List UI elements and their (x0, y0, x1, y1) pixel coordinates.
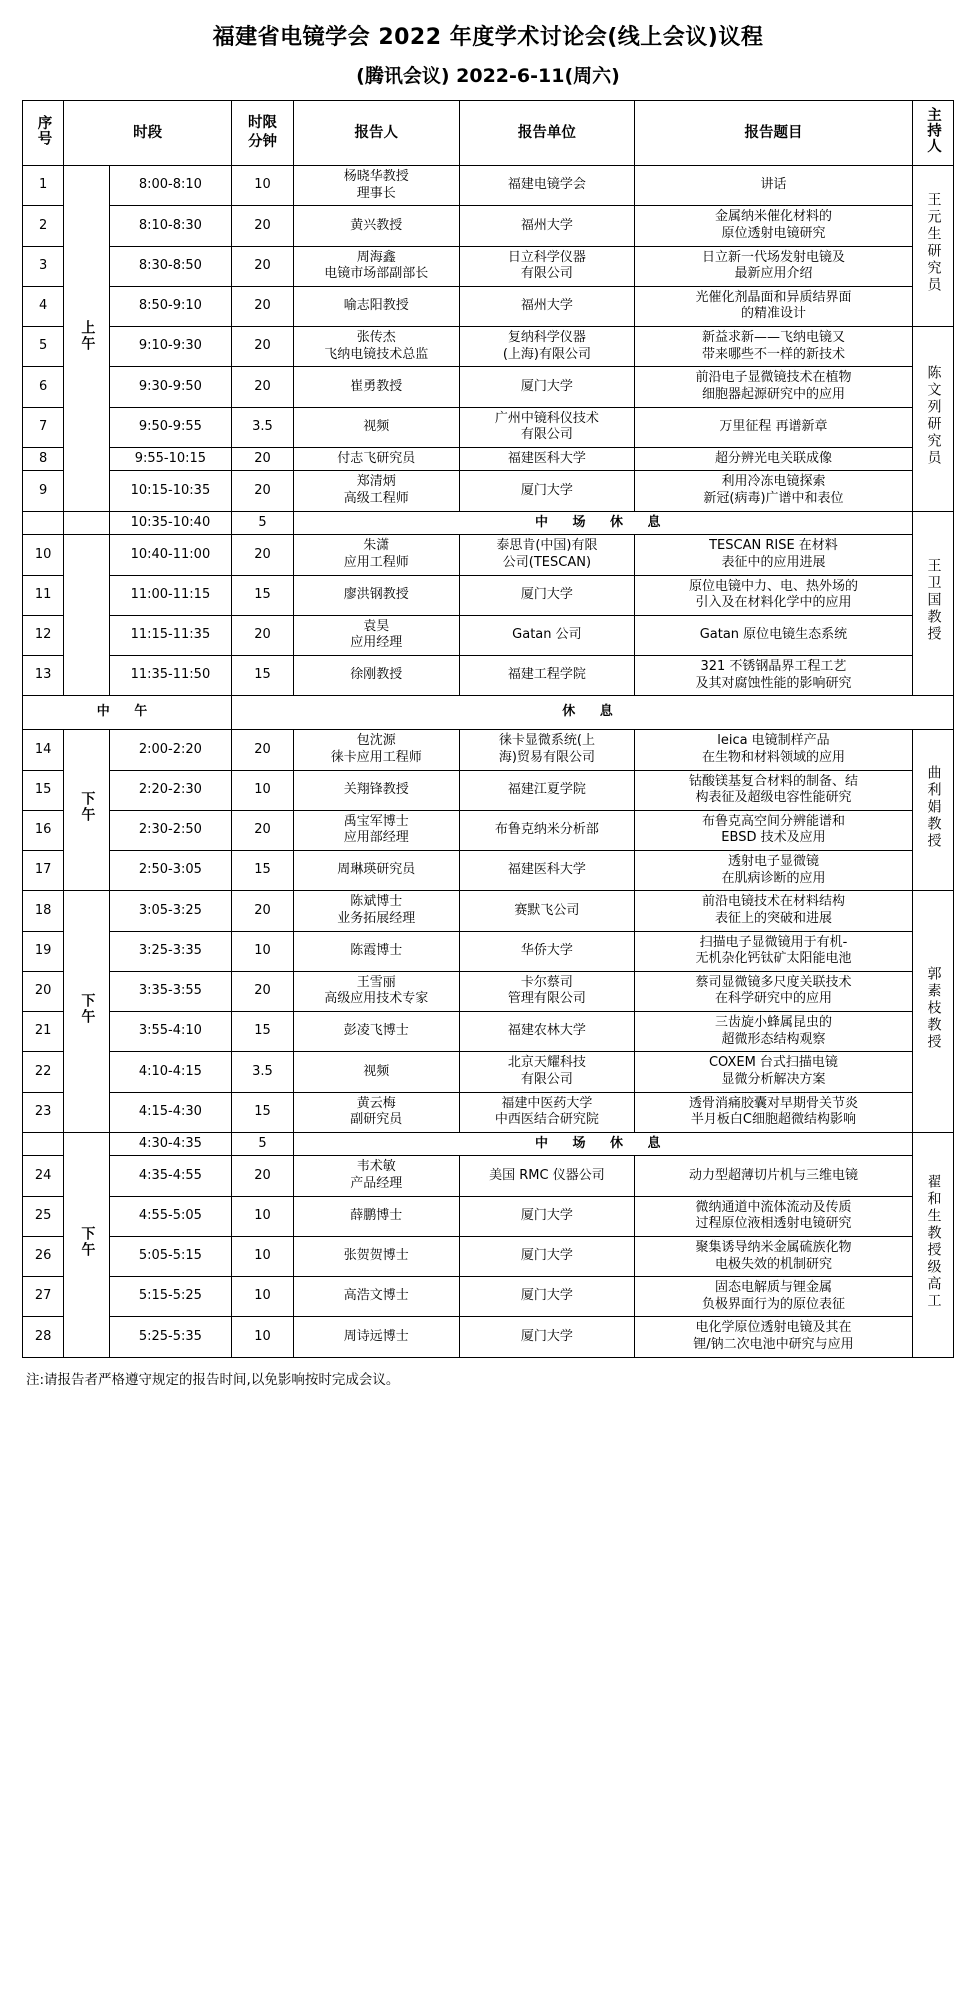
row-topic: TESCAN RISE 在材料 表征中的应用进展 (635, 535, 912, 575)
footer-note: 注:请报告者严格遵守规定的报告时间,以免影响按时完成会议。 (26, 1371, 400, 1388)
row-time: 3:05-3:25 (109, 891, 231, 931)
row-org: 厦门大学 (459, 367, 635, 407)
header-no (23, 101, 64, 166)
row-time: 9:10-9:30 (109, 327, 231, 367)
row-org: 华侨大学 (459, 931, 635, 971)
row-no: 26 (23, 1236, 64, 1276)
row-topic: 万里征程 再谱新章 (635, 407, 912, 447)
agenda-body (23, 166, 954, 1358)
break-duration: 5 (231, 1132, 293, 1156)
row-org: 复纳科学仪器 (上海)有限公司 (459, 327, 635, 367)
table-row (23, 851, 954, 891)
row-speaker: 韦术敏 产品经理 (294, 1156, 460, 1196)
row-time: 8:00-8:10 (109, 166, 231, 206)
row-duration: 20 (231, 730, 293, 770)
row-speaker: 王雪丽 高级应用技术专家 (294, 971, 460, 1011)
row-org: 美国 RMC 仪器公司 (459, 1156, 635, 1196)
row-time: 11:00-11:15 (109, 575, 231, 615)
break-row-mid-afternoon (23, 1132, 954, 1156)
row-topic: 蔡司显微镜多尺度关联技术 在科学研究中的应用 (635, 971, 912, 1011)
row-org: 福州大学 (459, 286, 635, 326)
host-4-label: 曲利娟教授 (925, 764, 942, 850)
row-org: 福建中医药大学 中西医结合研究院 (459, 1092, 635, 1132)
row-speaker: 禹宝军博士 应用部经理 (294, 810, 460, 850)
row-time: 9:55-10:15 (109, 447, 231, 471)
row-org: 厦门大学 (459, 1277, 635, 1317)
page-subtitle: (腾讯会议) 2022-6-11(周六) (356, 65, 620, 87)
host-1-label: 王元生研究员 (925, 192, 942, 295)
break-no (23, 511, 64, 535)
break-period (64, 511, 110, 535)
row-org: 福建江夏学院 (459, 770, 635, 810)
period-morning-label: 上午 (79, 319, 96, 352)
row-duration: 10 (231, 166, 293, 206)
period-afternoon-3 (64, 1132, 110, 1357)
break-time: 10:35-10:40 (109, 511, 231, 535)
table-row (23, 327, 954, 367)
row-org: 福建农林大学 (459, 1012, 635, 1052)
period-afternoon-1 (64, 730, 110, 891)
row-topic: COXEM 台式扫描电镜 显微分析解决方案 (635, 1052, 912, 1092)
break-row-noon (23, 696, 954, 730)
header-speaker: 报告人 (294, 101, 460, 166)
row-no: 14 (23, 730, 64, 770)
row-org: 厦门大学 (459, 1196, 635, 1236)
table-row (23, 810, 954, 850)
row-speaker: 薛鹏博士 (294, 1196, 460, 1236)
table-row (23, 367, 954, 407)
row-no: 3 (23, 246, 64, 286)
row-speaker: 周琳瑛研究员 (294, 851, 460, 891)
row-topic: 利用冷冻电镜探索 新冠(病毒)广谱中和表位 (635, 471, 912, 511)
table-row (23, 1052, 954, 1092)
row-speaker: 喻志阳教授 (294, 286, 460, 326)
row-time: 3:35-3:55 (109, 971, 231, 1011)
row-topic: 透射电子显微镜 在肌病诊断的应用 (635, 851, 912, 891)
period-afternoon-2-label: 下午 (79, 992, 96, 1025)
table-row (23, 246, 954, 286)
break-duration: 5 (231, 511, 293, 535)
row-speaker: 黄云梅 副研究员 (294, 1092, 460, 1132)
row-no: 23 (23, 1092, 64, 1132)
row-org: 北京天耀科技 有限公司 (459, 1052, 635, 1092)
table-row (23, 1012, 954, 1052)
row-duration: 3.5 (231, 1052, 293, 1092)
row-topic: 321 不锈钢晶界工程工艺 及其对腐蚀性能的影响研究 (635, 656, 912, 696)
row-topic: 聚集诱导纳米金属硫族化物 电极失效的机制研究 (635, 1236, 912, 1276)
row-topic: Gatan 原位电镜生态系统 (635, 615, 912, 655)
row-time: 9:30-9:50 (109, 367, 231, 407)
row-speaker: 视频 (294, 407, 460, 447)
row-time: 9:50-9:55 (109, 407, 231, 447)
row-no: 20 (23, 971, 64, 1011)
row-time: 10:40-11:00 (109, 535, 231, 575)
row-no: 1 (23, 166, 64, 206)
row-topic: 固态电解质与锂金属 负极界面行为的原位表征 (635, 1277, 912, 1317)
row-topic: 钴酸镁基复合材料的制备、结 构表征及超级电容性能研究 (635, 770, 912, 810)
row-speaker: 张传杰 飞纳电镜技术总监 (294, 327, 460, 367)
row-speaker: 关翔锋教授 (294, 770, 460, 810)
header-host-label: 主持人 (925, 107, 942, 154)
row-speaker: 彭凌飞博士 (294, 1012, 460, 1052)
break-label: 中 场 休 息 (294, 1132, 913, 1156)
row-duration: 10 (231, 1196, 293, 1236)
row-duration: 15 (231, 851, 293, 891)
row-no: 10 (23, 535, 64, 575)
table-row (23, 1156, 954, 1196)
row-time: 8:30-8:50 (109, 246, 231, 286)
row-no: 18 (23, 891, 64, 931)
row-topic: 原位电镜中力、电、热外场的 引入及在材料化学中的应用 (635, 575, 912, 615)
row-time: 11:15-11:35 (109, 615, 231, 655)
row-topic: 前沿电镜技术在材料结构 表征上的突破和进展 (635, 891, 912, 931)
row-duration: 20 (231, 471, 293, 511)
table-row (23, 575, 954, 615)
row-time: 4:35-4:55 (109, 1156, 231, 1196)
row-no: 9 (23, 471, 64, 511)
row-speaker: 朱潇 应用工程师 (294, 535, 460, 575)
break-time: 4:30-4:35 (109, 1132, 231, 1156)
row-speaker: 黄兴教授 (294, 206, 460, 246)
row-duration: 10 (231, 931, 293, 971)
row-duration: 15 (231, 1012, 293, 1052)
table-row (23, 166, 954, 206)
row-no: 22 (23, 1052, 64, 1092)
row-time: 2:00-2:20 (109, 730, 231, 770)
row-org: 厦门大学 (459, 1317, 635, 1357)
break-row-mid-morning (23, 511, 954, 535)
row-duration: 20 (231, 246, 293, 286)
table-row (23, 891, 954, 931)
row-org: 厦门大学 (459, 1236, 635, 1276)
row-duration: 20 (231, 891, 293, 931)
row-duration: 20 (231, 1156, 293, 1196)
row-duration: 10 (231, 1317, 293, 1357)
period-morning (64, 166, 110, 512)
host-5-label: 郭素枝教授 (925, 966, 942, 1052)
table-header-row (23, 101, 954, 166)
row-topic: 透骨消痛胶囊对早期骨关节炎 半月板白C细胞超微结构影响 (635, 1092, 912, 1132)
row-topic: 日立新一代场发射电镜及 最新应用介绍 (635, 246, 912, 286)
row-no: 17 (23, 851, 64, 891)
table-row (23, 971, 954, 1011)
row-speaker: 郑清炳 高级工程师 (294, 471, 460, 511)
table-row (23, 206, 954, 246)
row-duration: 20 (231, 206, 293, 246)
table-row (23, 471, 954, 511)
row-time: 8:10-8:30 (109, 206, 231, 246)
table-row (23, 931, 954, 971)
host-3-label: 王卫国教授 (925, 558, 942, 644)
row-org: 布鲁克纳米分析部 (459, 810, 635, 850)
host-3 (912, 511, 953, 696)
table-row (23, 730, 954, 770)
host-2-label: 陈文列研究员 (925, 365, 942, 468)
table-row (23, 1236, 954, 1276)
row-duration: 10 (231, 1277, 293, 1317)
row-speaker: 廖洪钢教授 (294, 575, 460, 615)
row-duration: 3.5 (231, 407, 293, 447)
row-no: 5 (23, 327, 64, 367)
host-1 (912, 166, 953, 327)
header-org: 报告单位 (459, 101, 635, 166)
row-no: 24 (23, 1156, 64, 1196)
row-no: 19 (23, 931, 64, 971)
row-org: 泰思肯(中国)有限 公司(TESCAN) (459, 535, 635, 575)
row-org: 福建工程学院 (459, 656, 635, 696)
row-time: 11:35-11:50 (109, 656, 231, 696)
row-speaker: 崔勇教授 (294, 367, 460, 407)
table-row (23, 1277, 954, 1317)
row-topic: 金属纳米催化材料的 原位透射电镜研究 (635, 206, 912, 246)
noon-break-label: 休 息 (231, 696, 953, 730)
row-topic: 动力型超薄切片机与三维电镜 (635, 1156, 912, 1196)
host-6-label: 翟和生教授级高工 (925, 1173, 942, 1310)
row-duration: 20 (231, 327, 293, 367)
row-time: 2:30-2:50 (109, 810, 231, 850)
noon-period-label: 中 午 (23, 696, 232, 730)
row-time: 3:55-4:10 (109, 1012, 231, 1052)
row-no: 2 (23, 206, 64, 246)
header-period: 时段 (64, 101, 232, 166)
row-time: 3:25-3:35 (109, 931, 231, 971)
row-org: 赛默飞公司 (459, 891, 635, 931)
row-no: 11 (23, 575, 64, 615)
row-org: 厦门大学 (459, 471, 635, 511)
row-org: 厦门大学 (459, 575, 635, 615)
header-host (912, 101, 953, 166)
row-speaker: 付志飞研究员 (294, 447, 460, 471)
header-duration-line2: 分钟 (247, 134, 277, 151)
row-topic: 布鲁克高空间分辨能谱和 EBSD 技术及应用 (635, 810, 912, 850)
row-time: 4:15-4:30 (109, 1092, 231, 1132)
row-org: 广州中镜科仪技术 有限公司 (459, 407, 635, 447)
row-speaker: 包沈源 徕卡应用工程师 (294, 730, 460, 770)
row-no: 12 (23, 615, 64, 655)
period-afternoon-1-label: 下午 (79, 791, 96, 824)
row-no: 8 (23, 447, 64, 471)
row-duration: 10 (231, 770, 293, 810)
row-no: 7 (23, 407, 64, 447)
break-no (23, 1132, 64, 1156)
row-org: 福建电镜学会 (459, 166, 635, 206)
header-duration (231, 101, 293, 166)
row-topic: 三齿旋小蜂属昆虫的 超微形态结构观察 (635, 1012, 912, 1052)
page-title: 福建省电镜学会 2022 年度学术讨论会(线上会议)议程 (212, 25, 764, 50)
row-no: 25 (23, 1196, 64, 1236)
row-no: 4 (23, 286, 64, 326)
row-speaker: 徐刚教授 (294, 656, 460, 696)
row-time: 4:10-4:15 (109, 1052, 231, 1092)
row-duration: 15 (231, 1092, 293, 1132)
row-duration: 15 (231, 656, 293, 696)
row-speaker: 陈霞博士 (294, 931, 460, 971)
row-duration: 10 (231, 1236, 293, 1276)
row-duration: 15 (231, 575, 293, 615)
header-topic: 报告题目 (635, 101, 912, 166)
host-2 (912, 327, 953, 512)
row-org: 福建医科大学 (459, 447, 635, 471)
row-topic: 讲话 (635, 166, 912, 206)
row-duration: 20 (231, 367, 293, 407)
row-no: 16 (23, 810, 64, 850)
row-topic: 新益求新——飞纳电镜又 带来哪些不一样的新技术 (635, 327, 912, 367)
row-speaker: 高浩文博士 (294, 1277, 460, 1317)
row-time: 4:55-5:05 (109, 1196, 231, 1236)
table-row (23, 1092, 954, 1132)
table-row (23, 447, 954, 471)
agenda-table (22, 100, 954, 1358)
row-time: 5:05-5:15 (109, 1236, 231, 1276)
host-5 (912, 891, 953, 1133)
row-speaker: 杨晓华教授 理事长 (294, 166, 460, 206)
row-time: 10:15-10:35 (109, 471, 231, 511)
row-topic: 前沿电子显微镜技术在植物 细胞器起源研究中的应用 (635, 367, 912, 407)
row-speaker: 视频 (294, 1052, 460, 1092)
row-no: 6 (23, 367, 64, 407)
host-4 (912, 730, 953, 891)
row-duration: 20 (231, 535, 293, 575)
period-morning-2 (64, 535, 110, 696)
row-speaker: 袁昊 应用经理 (294, 615, 460, 655)
row-topic: leica 电镜制样产品 在生物和材料领域的应用 (635, 730, 912, 770)
row-time: 5:15-5:25 (109, 1277, 231, 1317)
row-time: 8:50-9:10 (109, 286, 231, 326)
row-topic: 电化学原位透射电镜及其在 锂/钠二次电池中研究与应用 (635, 1317, 912, 1357)
period-afternoon-3-label: 下午 (79, 1225, 96, 1258)
row-no: 28 (23, 1317, 64, 1357)
table-row (23, 1196, 954, 1236)
row-org: 卡尔蔡司 管理有限公司 (459, 971, 635, 1011)
row-topic: 微纳通道中流体流动及传质 过程原位液相透射电镜研究 (635, 1196, 912, 1236)
row-duration: 20 (231, 447, 293, 471)
header-no-label: 序号 (35, 114, 52, 146)
host-6 (912, 1132, 953, 1357)
row-no: 15 (23, 770, 64, 810)
table-row (23, 407, 954, 447)
row-time: 2:50-3:05 (109, 851, 231, 891)
header-duration-line1: 时限 (247, 115, 277, 132)
row-time: 2:20-2:30 (109, 770, 231, 810)
row-no: 13 (23, 656, 64, 696)
table-row (23, 770, 954, 810)
table-row (23, 286, 954, 326)
row-duration: 20 (231, 971, 293, 1011)
row-org: 福州大学 (459, 206, 635, 246)
row-no: 27 (23, 1277, 64, 1317)
row-org: 福建医科大学 (459, 851, 635, 891)
period-afternoon-2 (64, 891, 110, 1133)
row-speaker: 周诗远博士 (294, 1317, 460, 1357)
table-row (23, 615, 954, 655)
row-org: Gatan 公司 (459, 615, 635, 655)
row-duration: 20 (231, 810, 293, 850)
table-row (23, 535, 954, 575)
row-org: 徕卡显微系统(上 海)贸易有限公司 (459, 730, 635, 770)
row-org: 日立科学仪器 有限公司 (459, 246, 635, 286)
table-row (23, 656, 954, 696)
row-topic: 扫描电子显微镜用于有机- 无机杂化钙钛矿太阳能电池 (635, 931, 912, 971)
row-speaker: 张贺贺博士 (294, 1236, 460, 1276)
row-duration: 20 (231, 286, 293, 326)
row-duration: 20 (231, 615, 293, 655)
table-row (23, 1317, 954, 1357)
row-speaker: 陈斌博士 业务拓展经理 (294, 891, 460, 931)
row-topic: 光催化剂晶面和异质结界面 的精准设计 (635, 286, 912, 326)
row-time: 5:25-5:35 (109, 1317, 231, 1357)
row-no: 21 (23, 1012, 64, 1052)
row-speaker: 周海鑫 电镜市场部副部长 (294, 246, 460, 286)
row-topic: 超分辨光电关联成像 (635, 447, 912, 471)
break-label: 中 场 休 息 (294, 511, 913, 535)
